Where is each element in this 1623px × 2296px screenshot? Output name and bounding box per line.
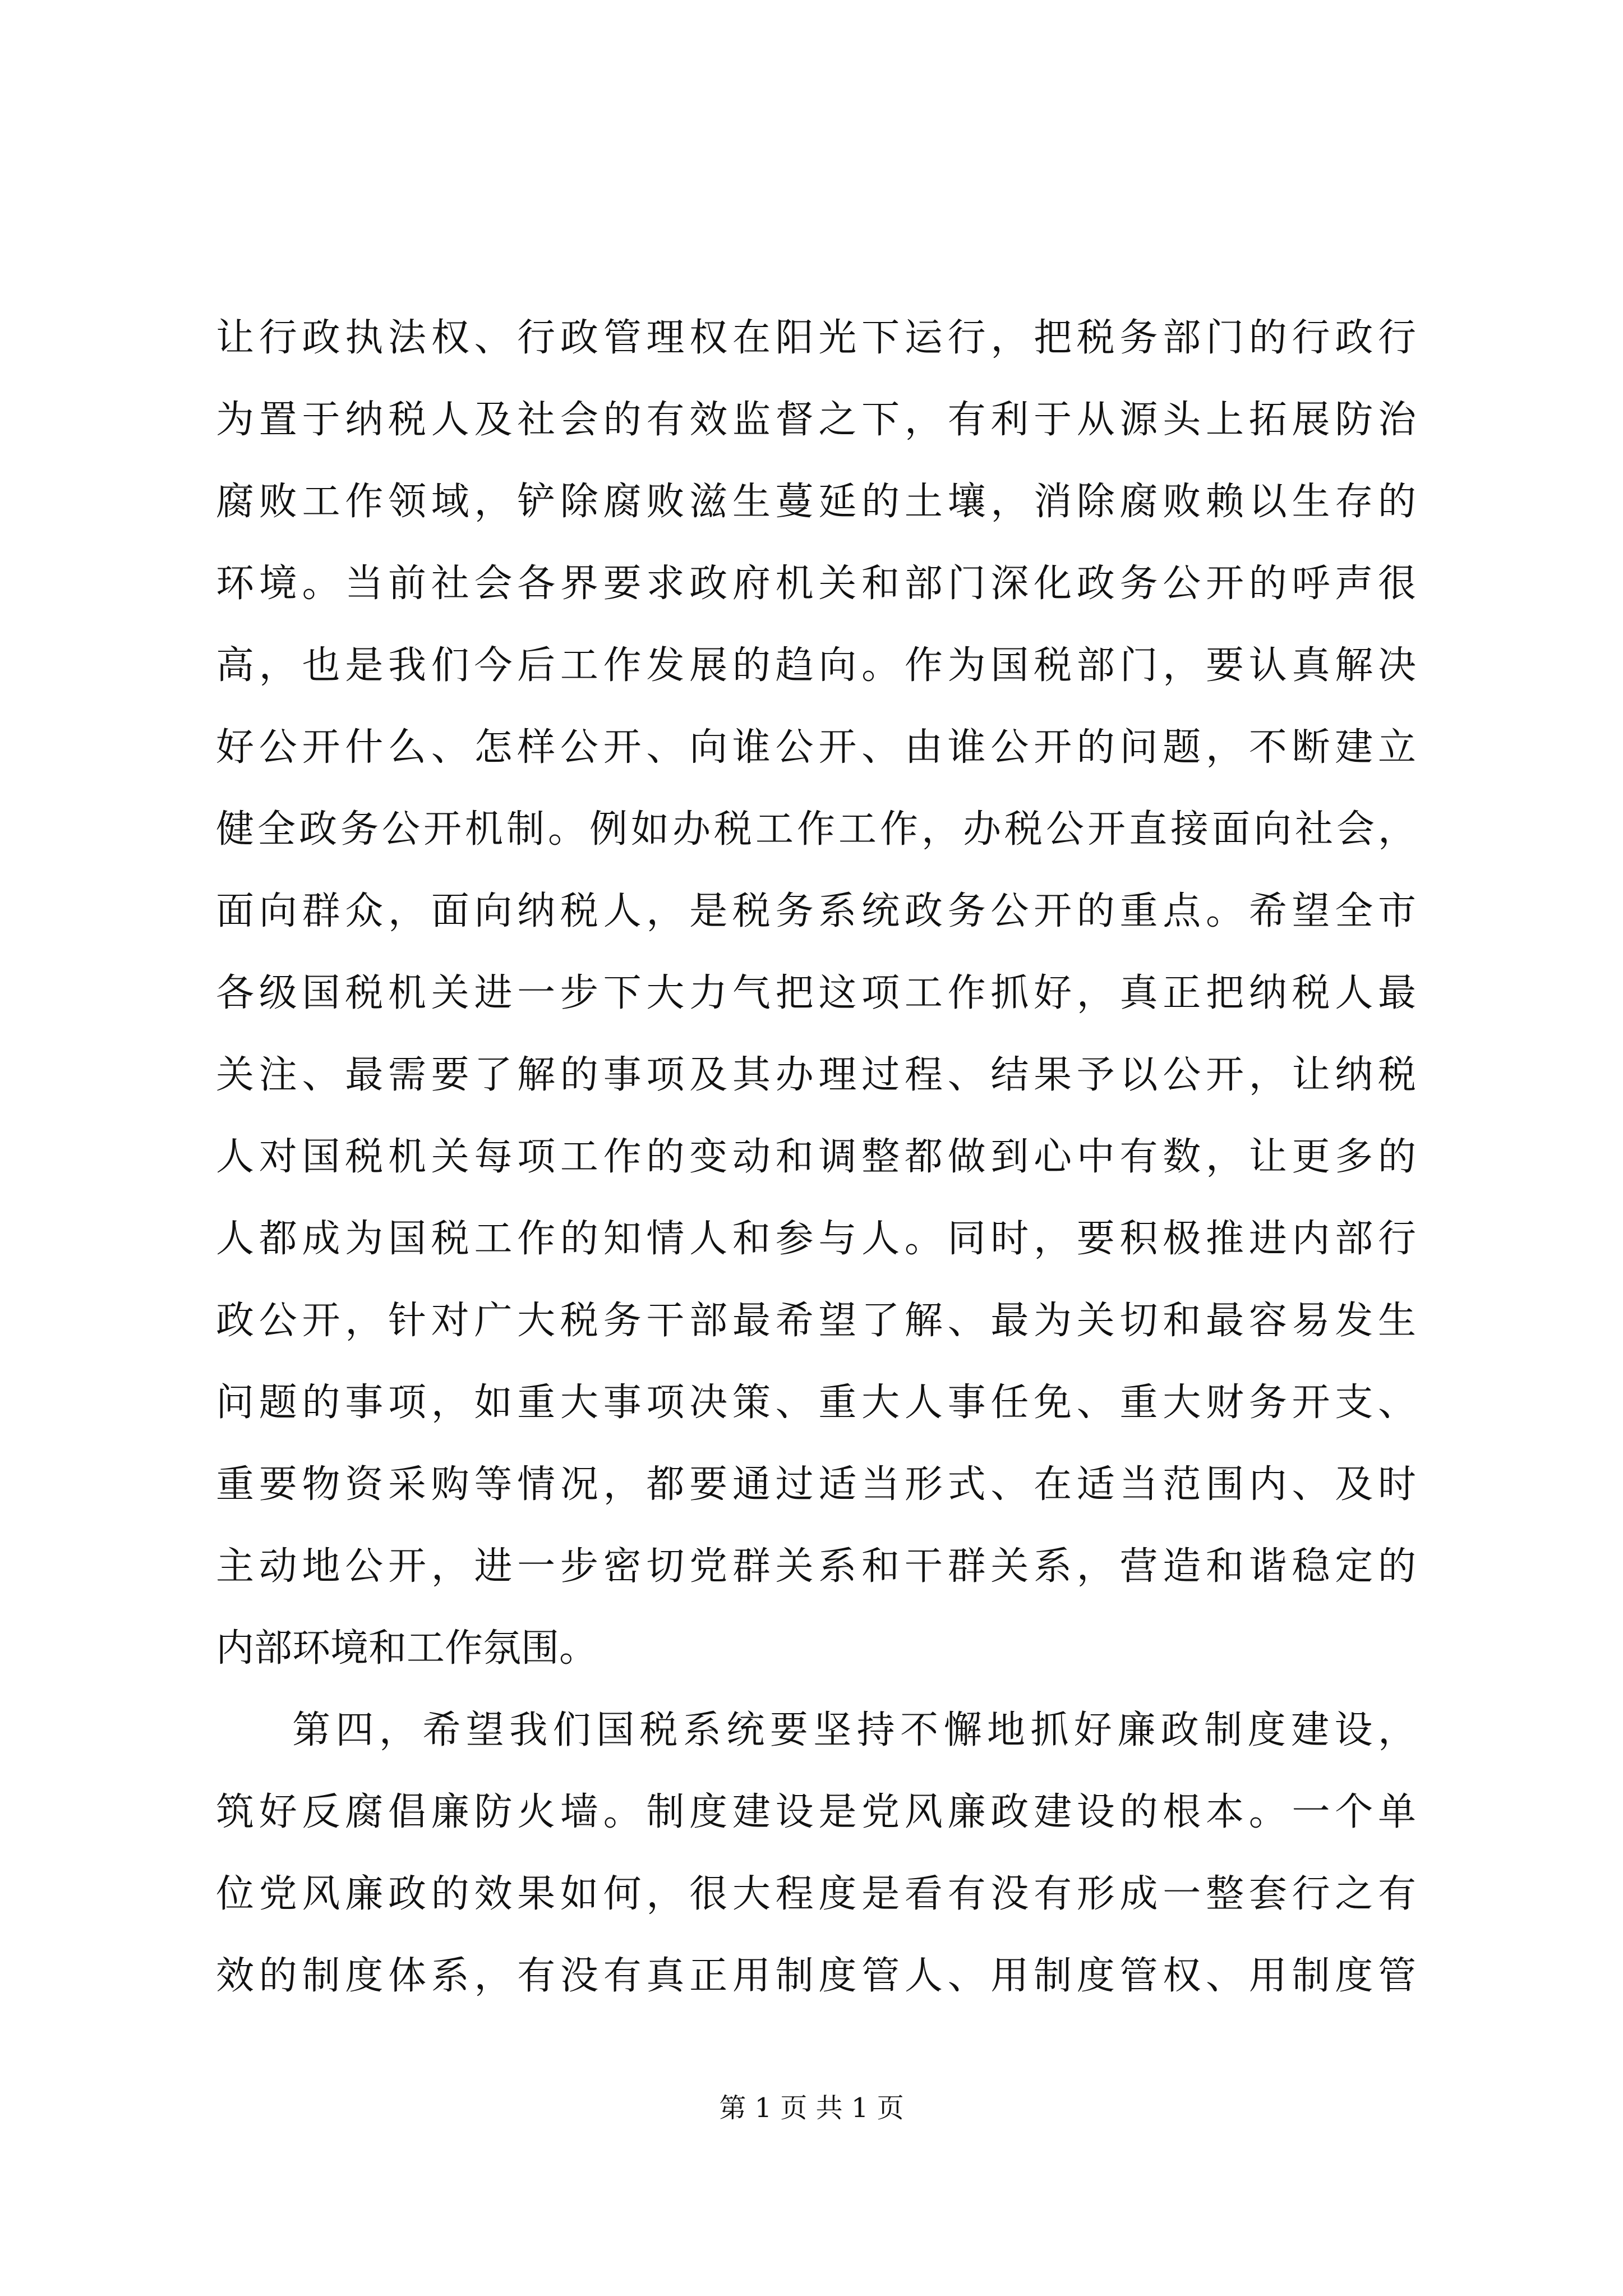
text-line: 关注、最需要了解的事项及其办理过程、结果予以公开，让纳税	[216, 1053, 1416, 1097]
text-line: 效的制度体系，有没有真正用制度管人、用制度管权、用制度管	[216, 1954, 1416, 1998]
text-line: 为置于纳税人及社会的有效监督之下，有利于从源头上拓展防治	[216, 398, 1416, 442]
text-line: 好公开什么、怎样公开、向谁公开、由谁公开的问题，不断建立	[216, 725, 1416, 770]
page-number: 第 1 页 共 1 页	[719, 2092, 904, 2124]
text-line: 腐败工作领域，铲除腐败滋生蔓延的土壤，消除腐败赖以生存的	[216, 480, 1416, 524]
text-line: 内部环境和工作氛围。	[216, 1626, 598, 1671]
text-line: 面向群众，面向纳税人，是税务系统政务公开的重点。希望全市	[216, 889, 1416, 933]
text-line: 各级国税机关进一步下大力气把这项工作抓好，真正把纳税人最	[216, 971, 1416, 1015]
text-line: 位党风廉政的效果如何，很大程度是看有没有形成一整套行之有	[216, 1872, 1416, 1916]
text-line: 重要物资采购等情况，都要通过适当形式、在适当范围内、及时	[216, 1462, 1416, 1507]
text-line: 人都成为国税工作的知情人和参与人。同时，要积极推进内部行	[216, 1217, 1416, 1261]
text-line: 政公开，针对广大税务干部最希望了解、最为关切和最容易发生	[216, 1299, 1416, 1343]
text-line: 高，也是我们今后工作发展的趋向。作为国税部门，要认真解决	[216, 643, 1416, 688]
text-line: 健全政务公开机制。例如办税工作工作，办税公开直接面向社会，	[216, 807, 1416, 852]
text-line: 第四，希望我们国税系统要坚持不懈地抓好廉政制度建设，	[292, 1708, 1416, 1752]
text-line: 环境。当前社会各界要求政府机关和部门深化政务公开的呼声很	[216, 562, 1416, 606]
text-line: 让行政执法权、行政管理权在阳光下运行，把税务部门的行政行	[216, 316, 1416, 360]
text-line: 人对国税机关每项工作的变动和调整都做到心中有数，让更多的	[216, 1135, 1416, 1179]
text-line: 问题的事项，如重大事项决策、重大人事任免、重大财务开支、	[216, 1381, 1416, 1425]
page-footer	[0, 2091, 1623, 2125]
text-line: 主动地公开，进一步密切党群关系和干群关系，营造和谐稳定的	[216, 1544, 1416, 1589]
text-line: 筑好反腐倡廉防火墙。制度建设是党风廉政建设的根本。一个单	[216, 1790, 1416, 1834]
document-body	[216, 297, 1416, 2017]
